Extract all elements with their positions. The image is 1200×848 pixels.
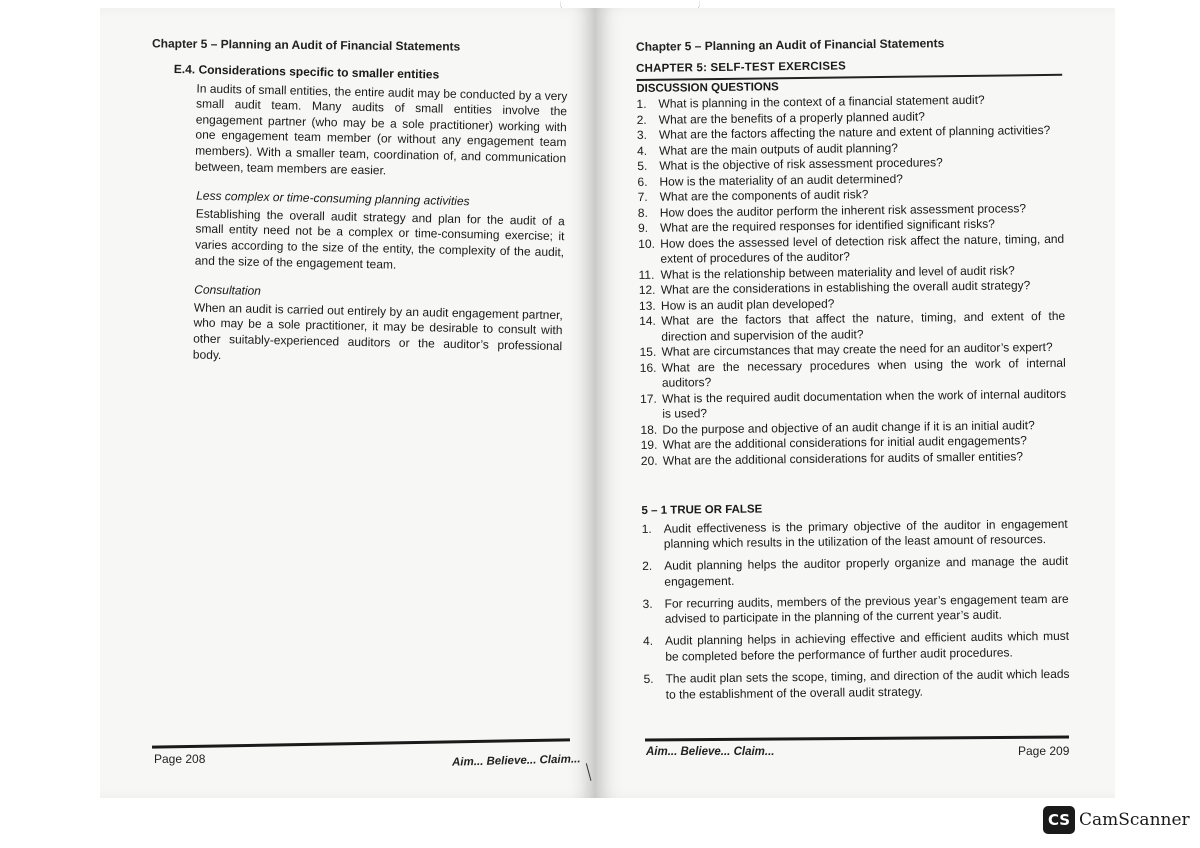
discussion-question-number: 2. <box>636 112 647 127</box>
discussion-question-text: What are the factors affecting the nature and extent of planning activities? <box>658 122 1051 142</box>
discussion-question-number: 18. <box>640 422 658 437</box>
true-false-item-text: Audit effectiveness is the primary objective of the auditor in engagement planning which results in the utilization of the least amount of resources. <box>663 516 1068 551</box>
discussion-question-text: What are the considerations in establishing the overall audit strategy? <box>660 278 1031 297</box>
true-false-item-number: 4. <box>642 634 654 649</box>
true-false-item <box>643 629 1069 666</box>
left-page-body <box>168 62 568 370</box>
right-running-head: Chapter 5 – Planning an Audit of Financial Statements <box>635 36 945 54</box>
discussion-question-text: How is the materiality of an audit determined? <box>659 171 903 189</box>
true-false-item <box>643 667 1069 704</box>
discussion-question-number: 9. <box>637 220 649 235</box>
true-false-item-number: 3. <box>642 596 653 611</box>
discussion-question-text: How is an audit plan developed? <box>660 296 835 313</box>
subsection-title-consultation: Consultation <box>194 282 262 298</box>
camscanner-watermark: CamScanner <box>1079 810 1190 830</box>
discussion-question-number: 6. <box>637 174 648 189</box>
left-page-number: Page 208 <box>154 752 206 766</box>
subsection-text-planning: Establishing the overall audit strategy and plan for the audit of a small entity need not be a complex or time-consuming exercise; it varies according to the size of the entity, the complexity of the audit, and the size of the engagement team. <box>194 206 565 272</box>
discussion-question-number: 1. <box>636 96 647 111</box>
discussion-question-number: 17. <box>640 391 657 406</box>
subsection-text-consultation: When an audit is carried out entirely by an audit engagement partner, who may be a sole practitioner, it may be desirable to consult with other suitably-experienced auditors or the auditor’s professional body. <box>192 300 563 362</box>
discussion-question-text: What are the benefits of a properly planned audit? <box>658 108 925 127</box>
true-false-list <box>642 516 1070 703</box>
true-false-item-number: 1. <box>641 521 652 536</box>
discussion-question-number: 14. <box>639 313 656 328</box>
discussion-question-text: What are circumstances that may create the need for an auditor’s expert? <box>661 339 1053 359</box>
discussion-question-text: How does the auditor perform the inherent risk assessment process? <box>659 200 1027 220</box>
discussion-question-number: 10. <box>638 236 655 251</box>
true-false-item-number: 5. <box>643 671 654 686</box>
discussion-question-text: What are the necessary procedures when using the work of internal auditors? <box>661 355 1066 390</box>
section-title: E.4. Considerations specific to smaller entities <box>173 62 440 82</box>
discussion-question-text: What are the additional considerations for initial audit engagements? <box>662 433 1027 452</box>
discussion-question-text: Do the purpose and objective of an audit change if it is an initial audit? <box>662 417 1035 437</box>
right-page-number: Page 209 <box>1018 744 1070 758</box>
true-false-item-text: The audit plan sets the scope, timing, and direction of the audit which leads to the establishment of the overall audit strategy. <box>665 666 1070 702</box>
discussion-question-number: 7. <box>637 189 648 204</box>
true-false-item <box>642 516 1068 553</box>
discussion-question-number: 12. <box>638 282 656 297</box>
true-false-item <box>643 591 1069 628</box>
true-false-item-text: Audit planning helps the auditor properly organize and manage the audit engagement. <box>664 553 1069 589</box>
discussion-questions-heading: DISCUSSION QUESTIONS <box>636 80 779 95</box>
true-false-item <box>642 554 1068 591</box>
intro-paragraph: In audits of small entities, the entire audit may be conducted by a very small audit team. Many audits of small entities involve the engagement partner (who may be a sole practitioner) working with one engagement team member (or without any engagement team members). With a smaller team, coordination of, and communication between, team members are easier. <box>194 81 568 178</box>
left-running-head: Chapter 5 – Planning an Audit of Financial Statements <box>151 36 461 54</box>
true-false-item-text: For recurring audits, members of the previous year’s engagement team are advised to participate in the planning of the current year’s audit. <box>664 591 1069 627</box>
discussion-question-text: What are the additional considerations for audits of smaller entities? <box>662 448 1024 468</box>
discussion-questions-list <box>636 92 1067 469</box>
discussion-question-text: What is the required audit documentation when the work of internal auditors is used? <box>662 386 1067 421</box>
discussion-question-number: 13. <box>638 298 656 313</box>
discussion-question-text: What are the required responses for identified significant risks? <box>659 216 995 235</box>
true-false-item-text: Audit planning helps in achieving effective and efficient audits which must be completed before the performance of further audit procedures. <box>664 629 1070 664</box>
camscanner-logo-icon: CS <box>1043 806 1075 834</box>
discussion-question <box>638 231 1064 267</box>
discussion-question-text: What is the objective of risk assessment procedures? <box>659 155 943 173</box>
discussion-question-number: 19. <box>640 437 658 452</box>
discussion-question-text: How does the assessed level of detection risk affect the nature, timing, and extent of procedures of the auditor? <box>660 231 1065 266</box>
discussion-question-number: 4. <box>636 143 648 158</box>
true-false-item-number: 2. <box>642 558 653 574</box>
chapter-heading: CHAPTER 5: SELF-TEST EXERCISES <box>636 60 846 75</box>
discussion-question-number: 11. <box>638 267 655 282</box>
discussion-question-number: 8. <box>637 205 648 220</box>
discussion-question-text: What is planning in the context of a financial statement audit? <box>658 92 985 111</box>
discussion-question-number: 16. <box>639 360 657 375</box>
right-footer-motto: Aim... Believe... Claim... <box>646 746 775 758</box>
discussion-question-number: 5. <box>637 158 648 173</box>
discussion-question-text: What are the components of audit risk? <box>659 187 869 204</box>
subsection-title-planning: Less complex or time-consuming planning activities <box>196 188 470 209</box>
discussion-question <box>640 355 1066 391</box>
discussion-question <box>640 386 1066 422</box>
true-false-heading: 5 – 1 TRUE OR FALSE <box>641 503 763 517</box>
discussion-question-number: 15. <box>639 344 657 359</box>
discussion-question-text: What are the factors that affect the nature, timing, and extent of the direction and supervision of the audit? <box>661 308 1066 344</box>
discussion-question-number: 3. <box>636 127 647 142</box>
discussion-question-number: 20. <box>640 453 658 468</box>
right-page-body <box>636 57 1070 710</box>
left-footer-motto: Aim... Believe... Claim... <box>451 753 581 769</box>
discussion-question-text: What is the relationship between materiality and level of audit risk? <box>660 262 1015 282</box>
discussion-question-text: What are the main outputs of audit planning? <box>658 140 898 158</box>
